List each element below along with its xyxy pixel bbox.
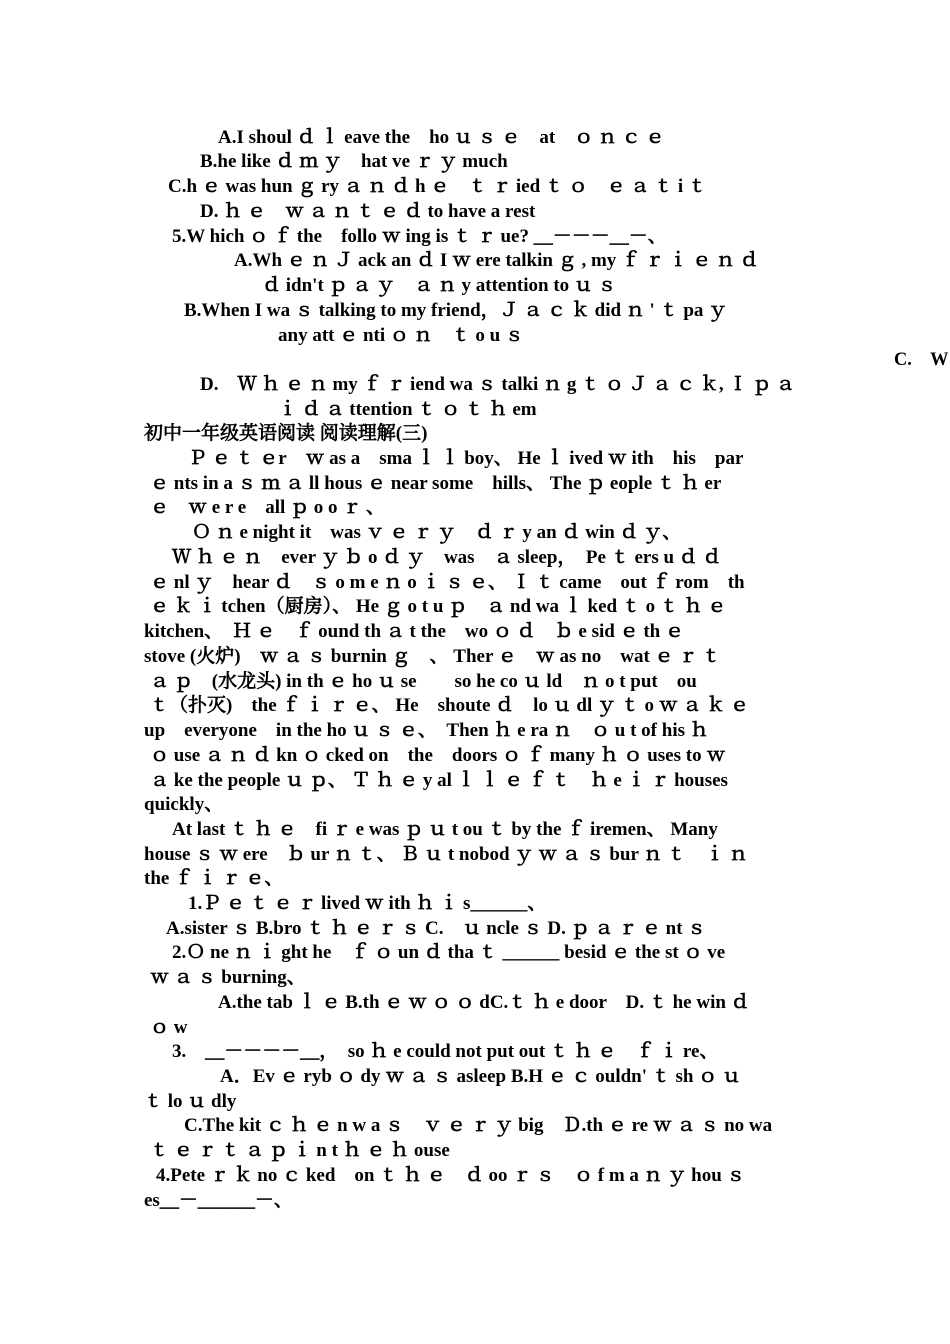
question-2-line2: ｗ ａ ｓ burning、 (150, 967, 306, 988)
option-c-q4: C.h ｅ was hun ｇ ry ａ ｎ ｄ h ｅ ｔ ｒ ied ｔ ｏ ｅ ａ ｔ i ｔ (168, 176, 707, 197)
passage-line: ｅ ｗ e r e all ｐ o o ｒ 、 (150, 497, 386, 518)
passage-line: At last ｔ ｈ ｅ fi ｒ e was ｐ ｕ t ou ｔ by the ｆ iremen、 Many (172, 819, 718, 840)
passage-line: ａ ｐ (水龙头) in th ｅ ho ｕ se so he co ｕ ld ｎ o t put ou (150, 671, 697, 692)
option-b-q5-line1: B.When I wa ｓ talking to my friend，Ｊ ａ ｃ ｋ did ｎ ' ｔ pa ｙ (184, 300, 728, 321)
question-3-options-line2: ｔ lo ｕ dly (144, 1091, 237, 1112)
passage-line: kitchen、 Ｈ ｅ ｆ ound th ａ t the wo ｏ ｄ ｂ e sid ｅ th ｅ (144, 621, 684, 642)
question-3: 3. ＿－－－－＿， so ｈ e could not put out ｔ ｈ ｅ ｆ ｉ re、 (172, 1041, 719, 1062)
question-3-options-line1: A．Ev ｅ ryb ｏ dy ｗ ａ ｓ asleep B.H ｅ ｃ ouldn' ｔ sh ｏ ｕ (220, 1066, 741, 1087)
passage-line: up everyone in the ho ｕ ｓ ｅ、 Then ｈ e ra ｎ ｏ u t of his ｈ (144, 720, 709, 741)
passage-line: quickly、 (144, 794, 224, 815)
section-title: 初中一年级英语阅读 阅读理解(三) (144, 423, 428, 444)
question-3-options-line3: C.The kit ｃ ｈ ｅ n w a ｓ ｖ ｅ ｒ ｙ big Ｄ.th ｅ re ｗ ａ ｓ no wa (184, 1115, 773, 1136)
option-d-q4: D. ｈ ｅ ｗ ａ ｎ ｔ ｅ ｄ to have a rest (200, 201, 536, 222)
question-2-options-line2: ｏ w (150, 1017, 188, 1038)
question-5: 5.W hich ｏ ｆ the follo ｗ ing is ｔ ｒ ue? ＿－－－＿－、 (172, 226, 667, 247)
option-a-q5-line1: A.Wh ｅ ｎ Ｊ ack an ｄ I ｗ ere talkin ｇ , my ｆ ｒ ｉ ｅ ｎ ｄ (234, 250, 759, 271)
passage-line: ｔ（扑灭) the ｆ ｉ ｒ ｅ、 He shoute ｄ lo ｕ dl ｙ ｔ o ｗ ａ ｋ ｅ (150, 695, 750, 716)
passage-line: ｅ nl ｙ hear ｄ ｓ o m e ｎ o ｉ ｓ ｅ、 Ｉ ｔ came out ｆ rom th (150, 572, 745, 593)
passage-line: Ｗ ｈ ｅ ｎ ever ｙ ｂ o ｄ ｙ was ａ sleep， Pe ｔ ers u ｄ ｄ (172, 547, 722, 568)
question-1-options: A.sister ｓ B.bro ｔ ｈ ｅ ｒ ｓ C. ｕ ncle ｓ D. ｐ ａ ｒ ｅ nt ｓ (166, 918, 707, 939)
option-a-q4: A.I shoul ｄ ｌ eave the ho ｕ ｓ ｅ at ｏ ｎ ｃ ｅ (218, 127, 665, 148)
option-b-q5-line2: any att ｅ nti ｏ ｎ ｔ o u ｓ (278, 325, 524, 346)
passage-line: Ｏ ｎ e night it was ｖ ｅ ｒ ｙ ｄ ｒ y an ｄ win ｄ ｙ、 (192, 522, 682, 543)
option-c-q5-fragment: C. W (894, 349, 949, 370)
passage-line: ｅ nts in a ｓ ｍ ａ ll hous ｅ near some hills、 The ｐ eople ｔ ｈ er (150, 473, 722, 494)
question-4-line2: es＿－＿＿＿－、 (144, 1190, 293, 1211)
passage-line: ｅ ｋ ｉ tchen（厨房）、 He ｇ o t u ｐ ａ nd wa ｌ ked ｔ o ｔ ｈ ｅ (150, 596, 727, 617)
passage-line: ａ ke the people ｕ ｐ、 Ｔ ｈ ｅ y al ｌ ｌ ｅ ｆ ｔ ｈ e ｉ ｒ houses (150, 770, 728, 791)
question-2-options-line1: A.the tab ｌ ｅ B.th ｅ ｗ ｏ ｏ dC.ｔ ｈ e door D. ｔ he win ｄ (218, 992, 750, 1013)
question-1: 1.Ｐ ｅ ｔ ｅ ｒ lived ｗ ith ｈ ｉ s______、 (188, 893, 547, 914)
question-2-line1: 2.Ｏ ne ｎ ｉ ght he ｆ ｏ un ｄ tha ｔ ______ besid ｅ the st ｏ ve (172, 942, 726, 963)
option-b-q4: B.he like ｄ ｍ ｙ hat ve ｒ ｙ much (200, 151, 508, 172)
option-d-q5-line2: ｉ ｄ ａ ttention ｔ ｏ ｔ ｈ em (278, 399, 537, 420)
option-d-q5-line1: D. Ｗ ｈ ｅ ｎ my ｆ ｒ iend wa ｓ talki ｎ g ｔ ｏ Ｊ ａ ｃ ｋ, Ｉ ｐ ａ (200, 374, 795, 395)
passage-line: stove (火炉) ｗ ａ ｓ burnin ｇ 、 Ther ｅ ｗ as no wat ｅ ｒ ｔ (144, 646, 722, 667)
question-4-line1: 4.Pete ｒ ｋ no ｃ ked on ｔ ｈ ｅ ｄ oo ｒ ｓ ｏ f m a ｎ ｙ hou ｓ (156, 1165, 746, 1186)
passage-line: ｏ use ａ ｎ ｄ kn ｏ cked on the doors ｏ ｆ many ｈ ｏ uses to ｗ (150, 745, 726, 766)
passage-line: the ｆ ｉ ｒ ｅ、 (144, 868, 284, 889)
passage-line: Ｐ ｅ ｔ ｅr ｗ as a sma ｌ ｌ boy、 He ｌ ived ｗ ith his par (188, 448, 744, 469)
question-3-options-line4: ｔ ｅ ｒ ｔ ａ ｐ ｉ n t ｈ ｅ ｈ ouse (150, 1140, 450, 1161)
option-a-q5-line2: ｄ idn't ｐ ａ ｙ ａ ｎ y attention to ｕ ｓ (262, 275, 617, 296)
passage-line: house ｓ ｗ ere ｂ ur ｎ ｔ、 Ｂ ｕ t nobod ｙ ｗ ａ ｓ bur ｎ ｔ ｉ ｎ (144, 844, 748, 865)
